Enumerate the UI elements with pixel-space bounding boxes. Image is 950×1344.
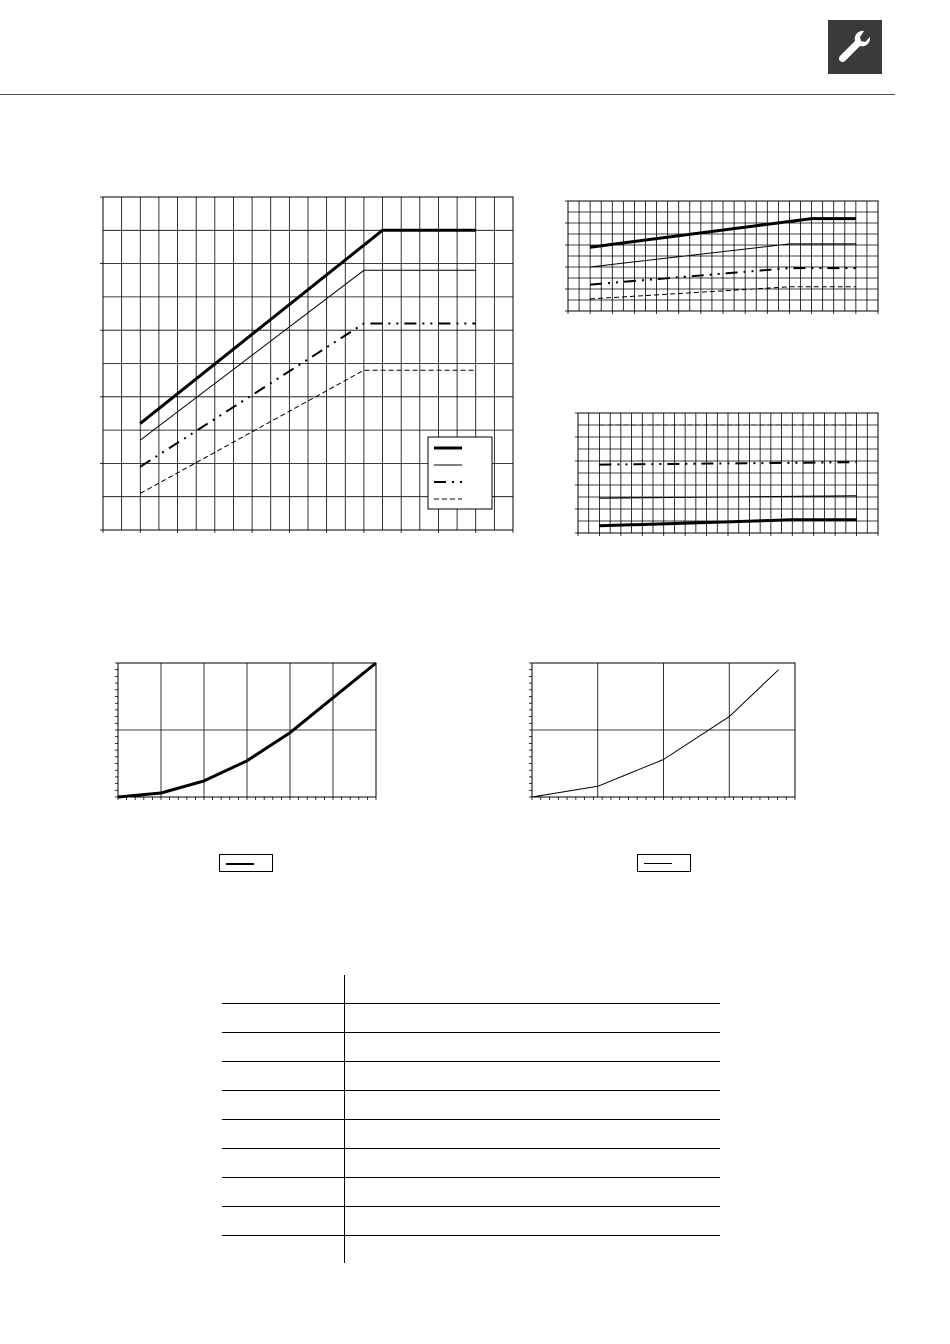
table-cell — [345, 975, 721, 1004]
main-chart — [90, 190, 520, 535]
data-table — [222, 975, 720, 1263]
table-row — [222, 1178, 720, 1207]
bottom-left-chart — [105, 655, 380, 805]
table-cell — [222, 1149, 345, 1178]
bottom-right-chart — [570, 405, 885, 540]
table-cell — [222, 1236, 345, 1264]
legend-bottom-right — [637, 854, 691, 872]
top-right-chart — [560, 195, 885, 315]
table-row — [222, 1207, 720, 1236]
table-cell — [345, 1149, 721, 1178]
table-cell — [222, 1091, 345, 1120]
plot-area — [565, 201, 878, 314]
table-cell — [222, 1178, 345, 1207]
table-row — [222, 1120, 720, 1149]
table-cell — [222, 1062, 345, 1091]
table-row — [222, 1062, 720, 1091]
table-row — [222, 1091, 720, 1120]
table-cell — [345, 1033, 721, 1062]
wrench-icon — [828, 20, 882, 74]
table-cell — [345, 1004, 721, 1033]
bottom-right-2-chart — [520, 655, 800, 805]
plot-area — [115, 663, 376, 800]
table-cell — [345, 1207, 721, 1236]
legend-swatch — [226, 863, 254, 865]
table-cell — [345, 1236, 721, 1264]
legend-bottom-left — [219, 854, 273, 872]
table-cell — [222, 1004, 345, 1033]
table-row — [222, 975, 720, 1004]
table-cell — [345, 1178, 721, 1207]
plot-area — [575, 413, 878, 536]
table-cell — [222, 1120, 345, 1149]
table-row — [222, 1236, 720, 1264]
table-row — [222, 1004, 720, 1033]
plot-area — [100, 197, 513, 533]
plot-area — [529, 663, 795, 800]
table-cell — [222, 975, 345, 1004]
table-cell — [222, 1207, 345, 1236]
table-cell — [222, 1033, 345, 1062]
table-cell — [345, 1120, 721, 1149]
header-rule — [0, 94, 895, 95]
legend-swatch — [644, 863, 672, 864]
table-cell — [345, 1091, 721, 1120]
table-row — [222, 1149, 720, 1178]
table-row — [222, 1033, 720, 1062]
table-cell — [345, 1062, 721, 1091]
